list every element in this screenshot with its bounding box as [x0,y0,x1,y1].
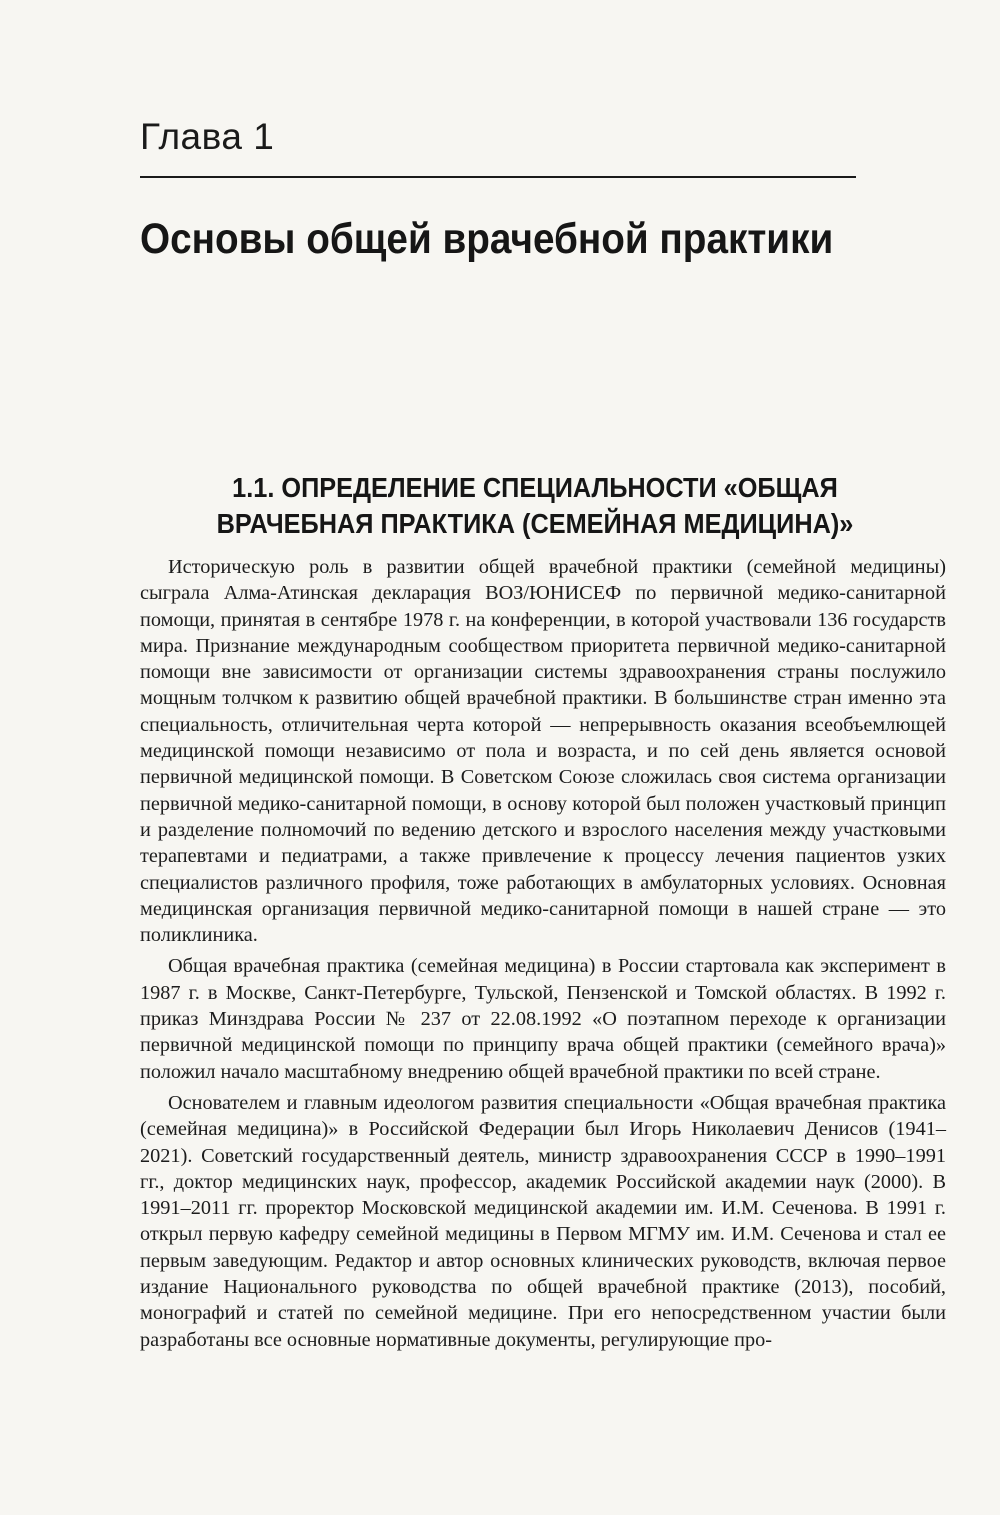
body-text [140,554,946,1358]
paragraph-2: Общая врачебная практика (семейная медицина) в России стартовала как эксперимент в 1987 г. в Москве, Санкт-Петербурге, Тульской, Пензенской и Томской областях. В 1992 г. приказ Минздрава России № 237 от 22.08.1992 «О поэтапном переходе к организации первичной медицинской помощи по принципу врача общей практики (семейного врача)» положил начало масштабному внедрению общей врачебной практики по всей стране. [140,955,946,1083]
chapter-title: Основы общей врачебной практики [140,215,834,263]
chapter-divider [140,176,856,178]
section-heading: 1.1. ОПРЕДЕЛЕНИЕ СПЕЦИАЛЬНОСТИ «ОБЩАЯ ВРАЧЕБНАЯ ПРАКТИКА (СЕМЕЙНАЯ МЕДИЦИНА)» [216,472,854,539]
paragraph-3: Основателем и главным идеологом развития специальности «Общая врачебная практика (семейная медицина)» в Российской Федерации был Игорь Николаевич Денисов (1941–2021). Советский государственный деятель, министр здравоохранения СССР в 1990–1991 гг., доктор медицинских наук, профессор, академик Российской академии наук (2000). В 1991–2011 гг. проректор Московской медицинской академии им. И.М. Сеченова. В 1991 г. открыл первую кафедру семейной медицины в Первом МГМУ им. И.М. Сеченова и стал ее первым заведующим. Редактор и автор основных клинических руководств, включая первое издание Национального руководства по общей врачебной практике (2013), пособий, монографий и статей по семейной медицине. При его непосредственном участии были разработаны все основные нормативные документы, регулирующие про- [140,1091,946,1351]
paragraph-1: Историческую роль в развитии общей врачебной практики (семейной медицины) сыграла Алма-Атинская декларация ВОЗ/ЮНИСЕФ по первичной медико-санитарной помощи, принятая в сентябре 1978 г. на конференции, в которой участвовали 136 государств мира. Признание международным сообществом приоритета первичной медико-санитарной помощи вне зависимости от организации системы здравоохранения страны послужило мощным толчком к развитию общей врачебной практики. В большинстве стран именно эта специальность, отличительная черта которой — непрерывность оказания всеобъемлющей медицинской помощи независимо от пола и возраста, и по сей день является основой первичной медицинской помощи. В Советском Союзе сложилась своя система организации первичной медико-санитарной помощи, в основу которой был положен участковый принцип и разделение полномочий по ведению детского и взрослого населения между участковыми терапевтами и педиатрами, а также привлечение к процессу лечения пациентов узких специалистов различного профиля, тоже работающих в амбулаторных условиях. Основная медицинская организация первичной медико-санитарной помощи в нашей стране — это поликлиника. [140,556,946,947]
chapter-label: Глава 1 [140,116,275,157]
